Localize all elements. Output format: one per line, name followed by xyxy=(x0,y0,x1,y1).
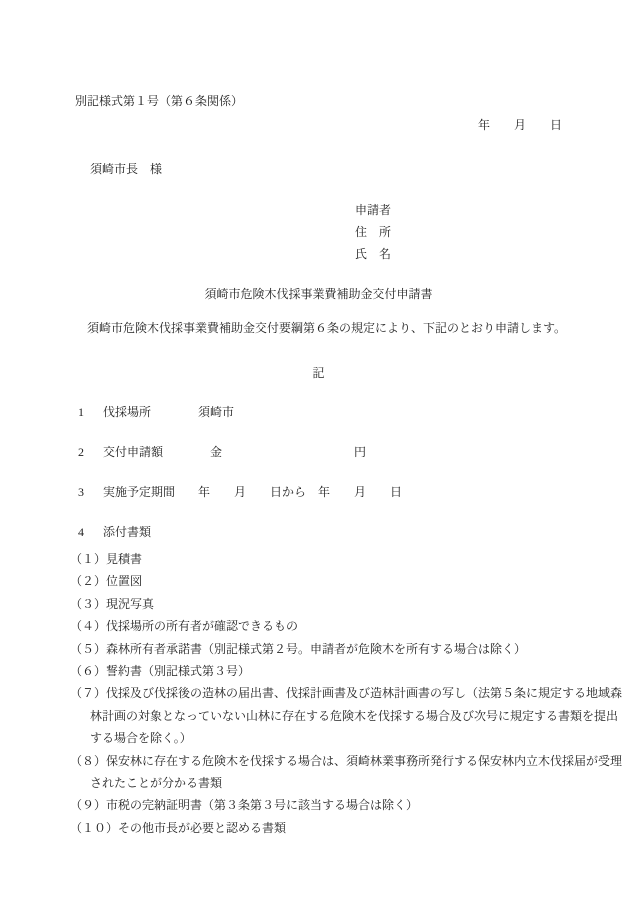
item-number: 4 xyxy=(78,525,84,539)
item-label: 実施予定期間 xyxy=(103,485,176,499)
attachment-item-7: （７）伐採及び伐採後の造林の届出書、伐採計画書及び造林計画書の写し（法第５条に規定する地域森林計画の対象となっていない山林に存在する危険木を伐採する場合及び次号に規定する書類を提出する場合を除く。） xyxy=(70,686,623,746)
attachment-item-1: （１）見積書 xyxy=(70,552,143,566)
item-number: 3 xyxy=(78,485,84,499)
item-value: 年 月 日から 年 月 日 xyxy=(198,485,403,499)
item-row-attached-documents xyxy=(78,523,562,541)
item-label: 交付申請額 xyxy=(103,445,164,459)
body-paragraph: 須崎市危険木伐採事業費補助金交付要綱第６条の規定により、下記のとおり申請します。 xyxy=(87,321,567,335)
item-number: 1 xyxy=(78,405,84,419)
item-label: 添付書類 xyxy=(103,525,152,539)
attachment-item-9: （９）市税の完納証明書（第３条第３号に該当する場合は除く） xyxy=(70,798,419,813)
attachment-item-3: （３）現況写真 xyxy=(70,596,155,611)
item-value: 須崎市 xyxy=(198,405,235,419)
attachments-list xyxy=(70,548,622,839)
items-section xyxy=(75,403,562,541)
item-label: 伐採場所 xyxy=(103,405,152,419)
attachment-item-10: （１０）その他市長が必要と認める書類 xyxy=(70,820,287,835)
applicant-block xyxy=(355,199,562,265)
addressee: 須崎市長 様 xyxy=(90,162,163,176)
document-title: 須崎市危険木伐採事業費補助金交付申請書 xyxy=(204,287,433,301)
attachment-item-4: （４）伐採場所の所有者が確認できるもの xyxy=(70,619,299,634)
item-row-grant-amount xyxy=(78,443,562,461)
item-row-cutting-location xyxy=(78,403,562,421)
item-number: 2 xyxy=(78,445,84,459)
date-line: 年 月 日 xyxy=(477,118,562,132)
attachment-item-2: （２）位置図 xyxy=(70,574,143,589)
item-row-planned-period xyxy=(78,483,562,501)
applicant-label: 申請者 xyxy=(355,203,392,217)
form-number: 別記様式第１号（第６条関係） xyxy=(75,94,244,108)
item-value: 金 円 xyxy=(198,445,367,459)
applicant-name-label: 氏 名 xyxy=(355,247,392,261)
attachment-item-5: （５）森林所有者承諾書（別記様式第２号。申請者が危険木を所有する場合は除く） xyxy=(70,641,527,656)
applicant-address-label: 住 所 xyxy=(355,225,392,239)
attachment-item-8: （８）保安林に存在する危険木を伐採する場合は、須崎林業事務所発行する保安林内立木伐採届が受理されたことが分かる書類 xyxy=(70,753,623,791)
attachment-item-6: （６）誓約書（別記様式第３号） xyxy=(70,664,251,679)
record-marker: 記 xyxy=(312,366,325,380)
